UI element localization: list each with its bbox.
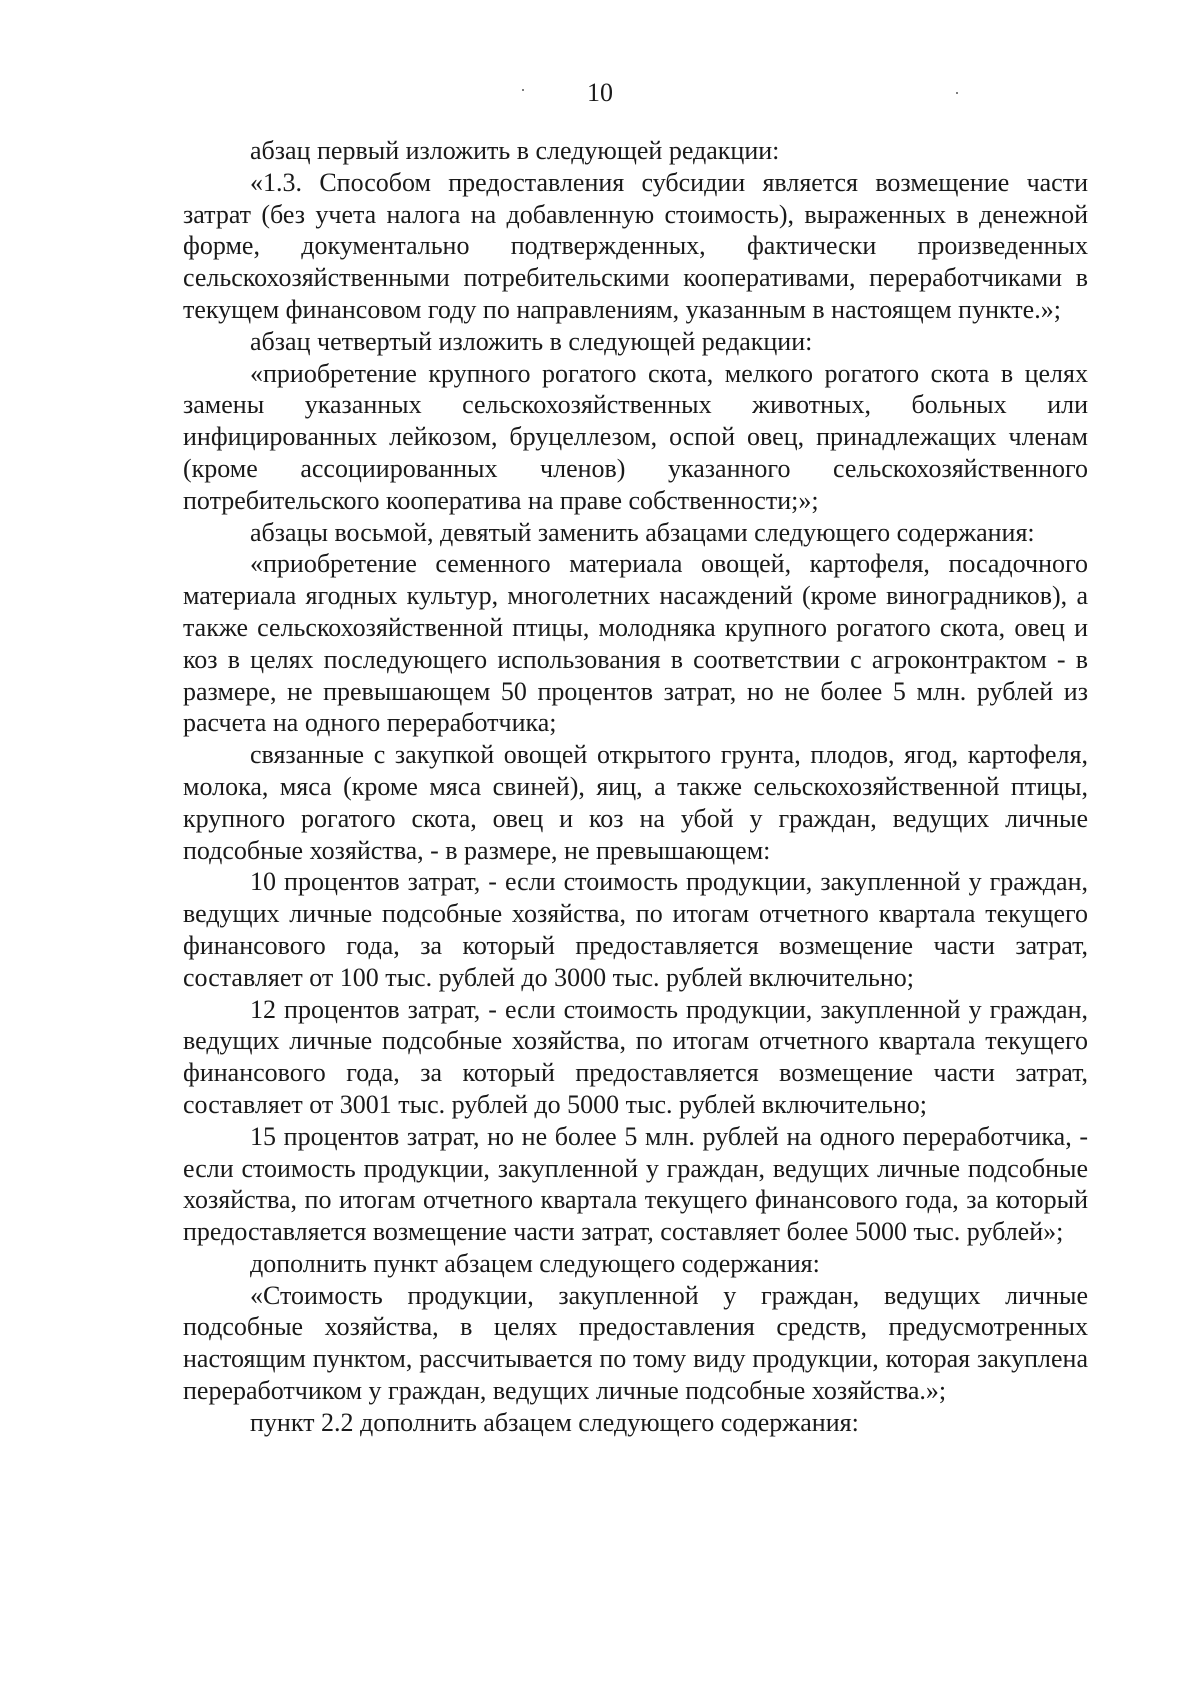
paragraph: «приобретение крупного рогатого скота, мелкого рогатого скота в целях замены указанных сельскохозяйственных животных, больных или инфицированных лейкозом, бруцеллезом, оспой овец, принадлежащих членам (кроме ассоциированных членов) указанного сельскохозяйственного потребительского кооператива на праве собственности;»; [183,358,1088,515]
paragraph: абзацы восьмой, девятый заменить абзацами следующего содержания: [250,517,1035,547]
paragraph: дополнить пункт абзацем следующего содержания: [250,1248,820,1278]
paragraph: «1.3. Способом предоставления субсидии является возмещение части затрат (без учета налога на добавленную стоимость), выраженных в денежной форме, документально подтвержденных, фактически произведенных сельскохозяйственными потребительскими кооперативами, переработчиками в текущем финансовом году по направлениям, указанным в настоящем пункте.»; [183,167,1088,324]
paragraph: абзац первый изложить в следующей редакции: [250,136,780,165]
paragraph: «Стоимость продукции, закупленной у граждан, ведущих личные подсобные хозяйства, в целях предоставления средств, предусмотренных настоящим пунктом, рассчитывается по тому виду продукции, которая закуплена переработчиком у граждан, ведущих личные подсобные хозяйства.»; [183,1280,1088,1406]
paragraph: 12 процентов затрат, - если стоимость продукции, закупленной у граждан, ведущих личные подсобные хозяйства, по итогам отчетного квартала текущего финансового года, за который предоставляется возмещение части затрат, составляет от 3001 тыс. рублей до 5000 тыс. рублей включительно; [183,994,1088,1119]
paragraph: абзац четвертый изложить в следующей редакции: [250,326,813,356]
document-body [183,135,1088,1439]
paragraph: связанные с закупкой овощей открытого грунта, плодов, ягод, картофеля, молока, мяса (кроме мяса свиней), яиц, а также сельскохозяйственной птицы, крупного рогатого скота, овец и коз на убой у граждан, ведущих личные подсобные хозяйства, - в размере, не превышающем: [183,740,1088,865]
paragraph: 15 процентов затрат, но не более 5 млн. рублей на одного переработчика, - если стоимость продукции, закупленной у граждан, ведущих личные подсобные хозяйства, по итогам отчетного квартала текущего финансового года, за который предоставляется возмещение части затрат, составляет более 5000 тыс. рублей»; [183,1121,1088,1247]
paragraph: «приобретение семенного материала овощей, картофеля, посадочного материала ягодных культур, многолетних насаждений (кроме виноградников), а также сельскохозяйственной птицы, молодняка крупного рогатого скота, овец и коз в целях последующего использования в соответствии с агроконтрактом - в размере, не превышающем 50 процентов затрат, но не более 5 млн. рублей из расчета на одного переработчика; [183,549,1088,738]
paragraph: 10 процентов затрат, - если стоимость продукции, закупленной у граждан, ведущих личные подсобные хозяйства, по итогам отчетного квартала текущего финансового года, за который предоставляется возмещение части затрат, составляет от 100 тыс. рублей до 3000 тыс. рублей включительно; [183,867,1088,992]
paragraph: пункт 2.2 дополнить абзацем следующего содержания: [250,1407,859,1437]
page-number: 10 [587,78,613,107]
